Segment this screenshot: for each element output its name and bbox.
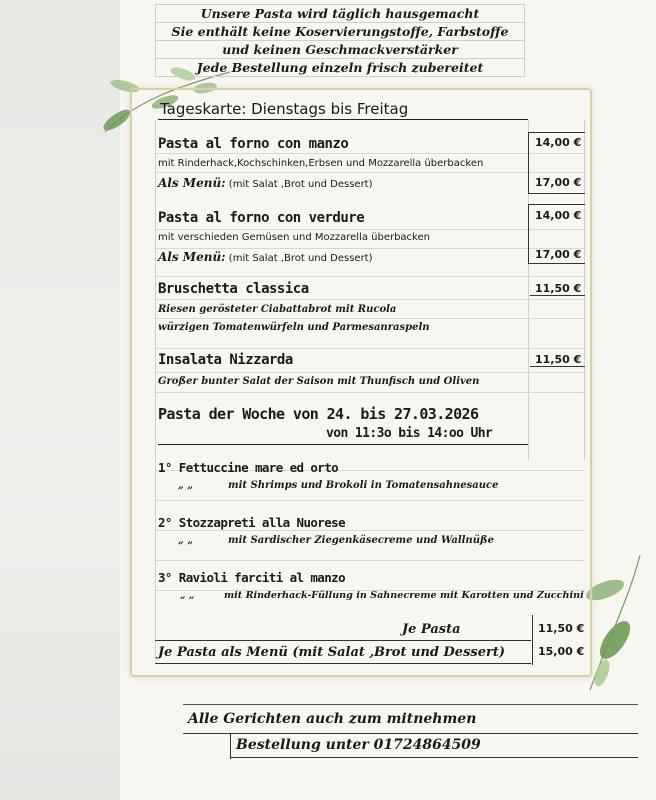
dish-price: 14,00 € (535, 209, 582, 222)
menu-option-desc: (mit Salat ,Brot und Dessert) (228, 253, 373, 264)
weekly-pasta-name: 2° Stozzapreti alla Nuorese (158, 515, 345, 530)
grid-line (155, 348, 585, 349)
menu-price: 17,00 € (535, 176, 582, 189)
menu-option-desc: (mit Salat ,Brot und Dessert) (228, 179, 373, 190)
price-column-line (532, 615, 533, 665)
dish-price: 11,50 € (530, 282, 585, 296)
grid-line (155, 153, 585, 154)
weekly-pasta-desc-text: mit Shrimps und Brokoli in Tomatensahnesauce (228, 480, 499, 491)
weekly-pasta-desc-text: mit Rinderhack-Füllung in Sahnecreme mit Karotten und Zucchini (224, 590, 584, 601)
dish-price: 11,50 € (530, 353, 585, 367)
dish-name: Pasta al forno con manzo (158, 136, 349, 152)
je-pasta-underline (155, 640, 531, 641)
note-line: Jede Bestellung einzeln frisch zubereitet (155, 59, 525, 77)
title-underline (158, 119, 528, 120)
grid-line (155, 299, 585, 300)
dish-price: 14,00 € (535, 136, 582, 149)
ditto-mark: „ „ (178, 480, 193, 491)
dish-description: mit Rinderhack,Kochschinken,Erbsen und Mozzarella überbacken (158, 158, 484, 169)
dish-name: Insalata Nizzarda (158, 352, 293, 368)
order-phone: Bestellung unter 01724864509 (236, 737, 481, 753)
ditto-mark: „ „ (180, 590, 195, 601)
grid-line (155, 172, 585, 173)
grid-line (155, 276, 585, 277)
menu-option (158, 176, 373, 190)
dish-name: Pasta al forno con verdure (158, 210, 365, 226)
dish-description: würzigen Tomatenwürfeln und Parmesanraspeln (158, 322, 430, 333)
weekly-underline (158, 444, 528, 445)
grid-line (155, 560, 585, 561)
dish-description: Riesen gerösteter Ciabattabrot mit Rucola (158, 304, 397, 315)
grid-line (155, 372, 585, 373)
grid-line (155, 248, 585, 249)
menu-option (158, 250, 373, 264)
note-line: Unsere Pasta wird täglich hausgemacht (155, 4, 525, 23)
menu-price: 17,00 € (535, 248, 582, 261)
dish-description: mit verschieden Gemüsen und Mozzarella überbacken (158, 232, 430, 243)
grid-line (155, 318, 585, 319)
grid-line (155, 392, 585, 393)
footer-line (183, 733, 638, 734)
menu-option-label: Als Menü: (158, 176, 226, 190)
footer-line (230, 757, 638, 758)
weekly-pasta-name: 3° Ravioli farciti al manzo (158, 570, 345, 585)
weekly-pasta-desc (178, 535, 494, 546)
footer-divider (230, 733, 231, 759)
grid-line (155, 120, 156, 660)
weekly-title: Pasta der Woche von 24. bis 27.03.2026 (158, 405, 479, 423)
grid-line (155, 530, 585, 531)
takeaway-note: Alle Gerichten auch zum mitnehmen (188, 711, 477, 727)
weekly-pasta-desc (178, 480, 498, 491)
page-title: Tageskarte: Dienstags bis Freitag (160, 100, 409, 118)
weekly-pasta-name: 1° Fettuccine mare ed orto (158, 460, 339, 475)
info-notes (155, 4, 525, 77)
note-line: und keinen Geschmackverstärker (155, 41, 525, 59)
weekly-pasta-desc-text: mit Sardischer Ziegenkäsecreme und Wallnüße (228, 535, 494, 546)
je-pasta-price: 11,50 € (538, 622, 585, 635)
footer-line (183, 704, 638, 705)
dish-name: Bruschetta classica (158, 281, 309, 297)
je-pasta-label: Je Pasta (402, 622, 461, 637)
ditto-mark: „ „ (178, 535, 193, 546)
weekly-pasta-desc (180, 590, 584, 601)
je-menu-price: 15,00 € (538, 645, 585, 658)
je-menu-label: Je Pasta als Menü (mit Salat ,Brot und Dessert) (158, 645, 505, 660)
weekly-time: von 11:3o bis 14:oo Uhr (326, 426, 493, 441)
grid-line (155, 500, 585, 501)
menu-option-label: Als Menü: (158, 250, 226, 264)
dish-description: Großer bunter Salat der Saison mit Thunfisch und Oliven (158, 376, 480, 387)
note-line: Sie enthält keine Koservierungstoffe, Farbstoffe (155, 23, 525, 41)
je-menu-underline (155, 663, 531, 664)
grid-line (155, 229, 585, 230)
